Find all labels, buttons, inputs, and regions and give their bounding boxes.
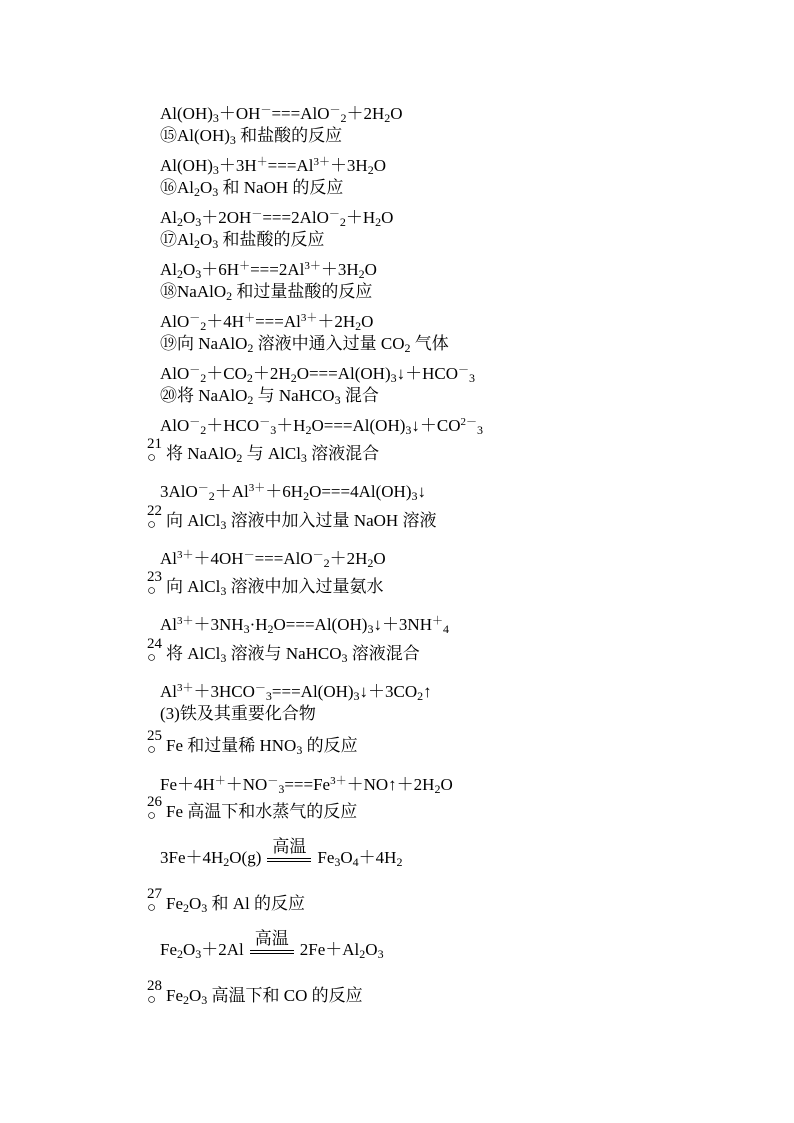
item-number-text: 22 [147, 503, 162, 519]
item-number-text: 27 [147, 886, 162, 902]
document-line: ⑳将 NaAlO$_2$ 与 NaHCO$_3$ 混合 [160, 386, 379, 407]
circle-icon: ○ [147, 900, 157, 916]
circle-icon: ○ [147, 517, 157, 533]
item-number-text: 24 [147, 636, 162, 652]
document-line: 向 AlCl$_3$ 溶液中加入过量氨水 [166, 577, 384, 598]
document-line: (3)铁及其重要化合物 [160, 704, 316, 724]
item-number [147, 794, 162, 841]
item-number-text: 25 [147, 728, 162, 744]
document-line: $Al_2O_3+6H^+===2Al^{3+}+3H_2O$ [160, 260, 377, 281]
document-line: $Al(OH)_3+OH^-===AlO^-_2+2H_2O$ [160, 104, 403, 125]
document-line: $Fe+4H^++NO^-_3===Fe^{3+}+NO↑+2H_2O$ [160, 775, 453, 796]
document-line: ⑲向 NaAlO$_2$ 溶液中通入过量 $CO_2$ 气体 [160, 334, 449, 355]
item-number [147, 886, 162, 933]
document-line: $⑮Al(OH)_3$ 和盐酸的反应 [160, 126, 343, 147]
circle-icon: ○ [147, 650, 157, 666]
circle-icon: ○ [147, 450, 157, 466]
document-line: Fe 和过量稀 $HNO_3$ 的反应 [166, 736, 358, 757]
document-line: 向 AlCl$_3$ 溶液中加入过量 NaOH 溶液 [166, 511, 437, 532]
document-line: $AlO^-_2+CO_2+2H_2O===Al(OH)_3↓+HCO^-_3$ [160, 364, 476, 385]
item-number-text: 23 [147, 569, 162, 585]
circle-icon: ○ [147, 583, 157, 599]
document-line: $Al^{3+}+3NH_3\cdot H_2O===Al(OH)_3↓+3NH^+_4$ [160, 615, 449, 636]
item-number [147, 978, 162, 1025]
document-line: $Al^{3+}+4OH^-===AlO^-_2+2H_2O$ [160, 549, 386, 570]
document-line: ⑱NaAlO$_2$ 和过量盐酸的反应 [160, 282, 373, 303]
document-line: $Fe_2O_3$ 和 Al 的反应 [166, 894, 306, 915]
document-line: $3AlO^-_2+Al^{3+}+6H_2O===4Al(OH)_3↓$ [160, 482, 426, 503]
item-number-text: 21 [147, 436, 162, 452]
document-line: 将 AlCl$_3$ 溶液与 NaHCO$_3$ 溶液混合 [166, 644, 420, 665]
document-line: $Al^{3+}+3HCO^-_3===Al(OH)_3↓+3CO_2↑$ [160, 682, 432, 703]
item-number-text: 26 [147, 794, 162, 810]
document-line: $Fe_2O_3+2Al$ 高温 $2Fe+Al_2O_3$ [160, 929, 384, 961]
document-line: 将 NaAlO$_2$ 与 AlCl$_3$ 溶液混合 [166, 444, 380, 465]
circle-icon: ○ [147, 808, 157, 824]
document-line: $Al(OH)_3+3H^+===Al^{3+}+3H_2O$ [160, 156, 386, 177]
circle-icon: ○ [147, 992, 157, 1008]
document-line: $Fe_2O_3$ 高温下和 CO 的反应 [166, 986, 363, 1007]
item-number-text: 28 [147, 978, 162, 994]
document-line: $AlO^-_2+HCO^-_3+H_2O===Al(OH)_3↓+CO^{2-}_3$ [160, 416, 484, 437]
document-line: $Al_2O_3+2OH^-===2AlO^-_2+H_2O$ [160, 208, 394, 229]
document-line: Fe 高温下和水蒸气的反应 [166, 802, 358, 822]
document-line: $⑰Al_2O_3$ 和盐酸的反应 [160, 230, 325, 251]
document-line: $⑯Al_2O_3$ 和 NaOH 的反应 [160, 178, 344, 199]
document-line: $AlO^-_2+4H^+===Al^{3+}+2H_2O$ [160, 312, 374, 333]
circle-icon: ○ [147, 742, 157, 758]
document-line: $3Fe+4H_2O(g)$ 高温 $Fe_3O_4+4H_2$ [160, 837, 403, 869]
